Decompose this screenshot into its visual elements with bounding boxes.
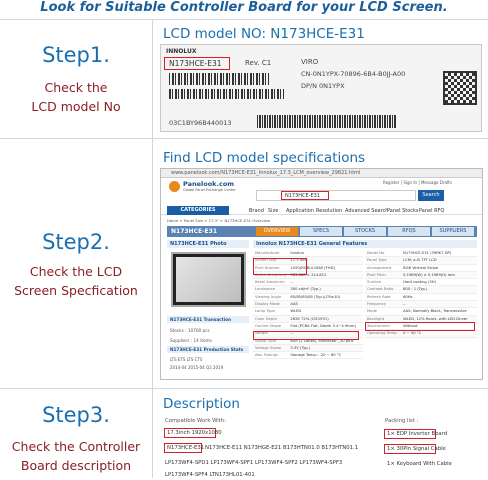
spec-key: Abs. Ratings — [255, 353, 278, 358]
spec-key: Mode — [367, 309, 378, 314]
spec-row — [365, 301, 477, 308]
barcode-1 — [169, 73, 269, 85]
tab-rfqs[interactable]: RFQS — [388, 227, 430, 236]
spec-value: AAS, Normally Black, Transmissive — [403, 309, 467, 314]
step2-desc-line1: Check the LCD — [29, 264, 123, 279]
spec-row — [253, 308, 363, 315]
lcd-label-photo — [160, 44, 482, 132]
spec-row — [253, 294, 363, 301]
spec-value: WLED, 12% Hours, with LED Driver — [403, 316, 468, 321]
spec-value: 0.1989(W) × 0.1989(H) mm — [403, 272, 455, 277]
spec-row — [253, 352, 363, 359]
spec-value: N173HCE-E31 (39RK7 DP) — [403, 251, 452, 255]
nav-brand[interactable]: Brand — [249, 208, 264, 214]
packing-item-3: 1× Keyboard With Cable — [387, 461, 452, 467]
nav-size[interactable]: Size — [268, 208, 279, 214]
screen-size-highlight — [253, 258, 307, 275]
label-rev: Rev. C1 — [245, 59, 272, 67]
find-specs-title: Find LCD model specifications — [163, 150, 366, 166]
spec-key: Voltage Signal — [255, 345, 282, 350]
panelook-logo-icon — [169, 181, 180, 192]
spec-value: 800 : 1 (Typ.) — [403, 287, 428, 292]
transaction-title: N173HCE-E31 Transaction — [170, 317, 231, 322]
packing-item-1: 1× EDP Inverter Board — [387, 431, 448, 437]
spec-value: -- — [290, 280, 294, 285]
spec-row — [253, 316, 363, 323]
section-divider-1 — [0, 138, 488, 139]
packing-item-2: 1× 30Pin Signal Cable — [387, 446, 446, 452]
photo-title: N173HCE-E31 Photo — [170, 241, 227, 247]
step1-desc-line2: LCD model No — [31, 99, 121, 114]
spec-key: Surface — [367, 280, 382, 285]
section-divider-2 — [0, 388, 488, 389]
lcd-photo-screen — [176, 257, 241, 302]
spec-key: Viewing Angle — [255, 294, 282, 299]
spec-value: Storage Temp.: -20 ~ 60 °C — [290, 353, 342, 358]
spec-row — [365, 250, 477, 257]
header-divider — [0, 19, 488, 20]
step2-title: Step2. — [42, 230, 110, 254]
compat-rest: N173HCE-E11 N173HGE-E21 B173HTN01.0 B173HTN01.1 — [205, 445, 359, 451]
spec-value: 300 cd/m² (Typ.) — [290, 287, 321, 292]
spec-key: Refresh Rate — [367, 294, 391, 299]
barcode-2 — [169, 89, 284, 99]
spec-value: -- — [290, 331, 294, 336]
spec-key: Panel Type — [367, 258, 387, 263]
panelook-logo[interactable]: Panelook.com — [183, 180, 235, 188]
search-input[interactable] — [256, 190, 416, 201]
breadcrumb[interactable]: Home > Panel Size > 17.3" > N173HCE-E31 Overview — [167, 218, 271, 223]
spec-row — [253, 286, 363, 293]
packing-label: Packing list : — [385, 418, 419, 424]
stats-values: 2014-04 2015-04 Q3 2019 — [170, 365, 224, 370]
tab-suppliers[interactable]: SUPPLIERS — [432, 227, 474, 236]
model-heading: N173HCE-E31 — [171, 228, 218, 235]
label-serial: 03C1BY96B440013 — [169, 119, 232, 127]
spec-key: Arrangement — [367, 265, 392, 270]
spec-row — [253, 301, 363, 308]
spec-value: -- — [403, 302, 406, 307]
spec-row — [253, 279, 363, 286]
step2-desc-line2: Screen Specfication — [14, 283, 138, 298]
spec-key: Luminance — [255, 287, 276, 292]
spec-row — [365, 308, 477, 315]
spec-value: Flat (PCBA Flat, Depth 3.4~4.9mm) — [290, 323, 356, 328]
step1-title: Step1. — [42, 43, 110, 67]
url-text[interactable]: www.panelook.com/N173HCE-E31_Innolux_17.3_LCM_overview_29821.html — [171, 170, 361, 176]
nav-panel-rfq[interactable]: Panel RFQ — [419, 208, 445, 214]
spec-value: WLED — [290, 309, 302, 314]
spec-value: 85/85/85/85 (Typ.)(CR≥10) — [290, 294, 341, 299]
qr-code — [443, 71, 477, 105]
spec-key: Display Mode — [255, 302, 280, 307]
spec-value: 60Hz — [403, 294, 413, 299]
spec-row — [253, 250, 363, 257]
compat-line4: LP173WF4-SPF4 LTN173HL01-401 — [165, 472, 255, 478]
spec-key: Active Area(mm) — [255, 272, 287, 277]
panelook-tagline: Global Panel Exchange Center — [183, 188, 236, 192]
spec-row — [365, 279, 477, 286]
barcode-3 — [257, 115, 397, 128]
spec-key: Pixel Pitch — [367, 272, 386, 277]
spec-key: Contrast Ratio — [367, 287, 394, 292]
spec-value: Hard coating (3H) — [403, 280, 436, 285]
spec-key: Manufacturer — [255, 251, 280, 255]
top-links[interactable]: Register | Sign In | Message Drafts — [383, 180, 452, 185]
step3-title: Step3. — [42, 403, 110, 427]
spec-row — [365, 330, 477, 337]
stats-title: N173HCE-E31 Production Stats — [170, 347, 244, 352]
compatible-label: Compatible Work With: — [165, 418, 226, 424]
spec-row — [365, 265, 477, 272]
spec-key: Pixel Number — [255, 265, 280, 270]
label-dpn: DP/N 0N1YPX — [301, 82, 345, 90]
spec-key: Bezel Area(mm) — [255, 280, 285, 285]
spec-key: Color Depth — [255, 316, 278, 321]
spec-value: 381.888 × 214.812 — [290, 272, 327, 277]
spec-key: Frequency — [367, 302, 387, 307]
spec-key: Outline Shape — [255, 323, 282, 328]
tab-stocks[interactable]: STOCKS — [344, 227, 386, 236]
spec-row — [365, 294, 477, 301]
step3-desc-line1: Check the Controller — [11, 439, 141, 454]
spec-value: AAS — [290, 302, 298, 307]
lcd-photo[interactable] — [171, 252, 246, 307]
categories-button[interactable]: CATEGORIES — [167, 206, 229, 215]
stats-row: LTS ETS LTS CTS — [170, 357, 203, 362]
spec-key: Model No. — [367, 251, 386, 255]
column-divider — [152, 20, 153, 478]
spec-value: Without — [403, 323, 418, 328]
nav-panel-stocks[interactable]: Panel Stocks — [387, 208, 419, 214]
spec-key: Backlight — [367, 316, 385, 321]
spec-value: 3.3V (Typ.) — [290, 345, 311, 350]
nav-advanced-search[interactable]: Advanced Search — [345, 208, 389, 214]
spec-value: eDP (2 Lanes), connector _30 pins — [290, 338, 354, 343]
label-viro: VIRO — [301, 58, 319, 66]
search-button[interactable]: Search — [418, 190, 444, 201]
compat-size: 17.3inch 1920x1080 — [167, 430, 222, 436]
spec-key: Touchscreen — [367, 323, 390, 328]
tab-specs[interactable]: SPECS — [300, 227, 342, 236]
spec-value: 1920(RGB)×1080 [FHD] — [290, 265, 335, 270]
spec-value: LCM, a-Si TFT LCD — [403, 258, 437, 263]
backlight-highlight — [365, 322, 475, 331]
spec-key: Operating Temp. — [367, 331, 398, 336]
stocks-line[interactable]: Stocks : 10700 pcs — [170, 328, 210, 333]
spec-row — [253, 345, 363, 352]
spec-value: 262K 72% (CIE1931) — [290, 316, 329, 321]
browser-bar — [161, 169, 483, 178]
spec-row — [253, 323, 363, 330]
spec-key: Weight — [255, 331, 268, 336]
spec-row — [365, 286, 477, 293]
nav-resolution[interactable]: Resolution — [316, 208, 343, 214]
spec-key: Lamp Type — [255, 309, 275, 314]
search-value: N173HCE-E31 — [285, 193, 321, 199]
spec-row — [365, 272, 477, 279]
compat-model: N173HCE-E31 — [167, 445, 205, 451]
suppliers-line[interactable]: Suppliers : 14 items — [170, 338, 212, 343]
spec-row — [365, 257, 477, 264]
spec-key: Signal Type — [255, 338, 276, 343]
spec-key: Screen Size — [255, 258, 277, 263]
lcd-model-title: LCD model NO: N173HCE-E31 — [163, 26, 365, 42]
step1-desc-line1: Check the — [44, 80, 108, 95]
compat-line3: LP173WF4-SPD1 LP173WF4-SPF1 LP173WF4-SPF2 LP173WF4-SPF3 — [165, 460, 343, 466]
spec-value: Innolux — [290, 251, 304, 255]
spec-value: 0 ~ 50 °C — [403, 331, 422, 336]
spec-value: RGB Vertical Stripe — [403, 265, 439, 270]
tab-overview[interactable]: OVERVIEW — [256, 227, 298, 236]
description-title: Description — [163, 396, 240, 412]
spec-value: 17.3 inch — [290, 258, 308, 263]
signal-type-highlight — [253, 331, 359, 340]
step3-desc-line2: Board description — [20, 458, 132, 473]
innolux-logo: INNOLUX — [166, 48, 197, 55]
panelook-screenshot — [160, 168, 483, 380]
features-title: Innolux N173HCE-E31 General Features — [256, 241, 368, 247]
page-header: Look for Suitable Controller Board for your LCD Screen. — [40, 0, 448, 15]
label-cn: CN-0N1YPX-70896-6B4-B0JJ-A00 — [301, 70, 406, 78]
nav-application[interactable]: Application — [286, 208, 314, 214]
label-model-text: N173HCE-E31 — [169, 59, 222, 68]
